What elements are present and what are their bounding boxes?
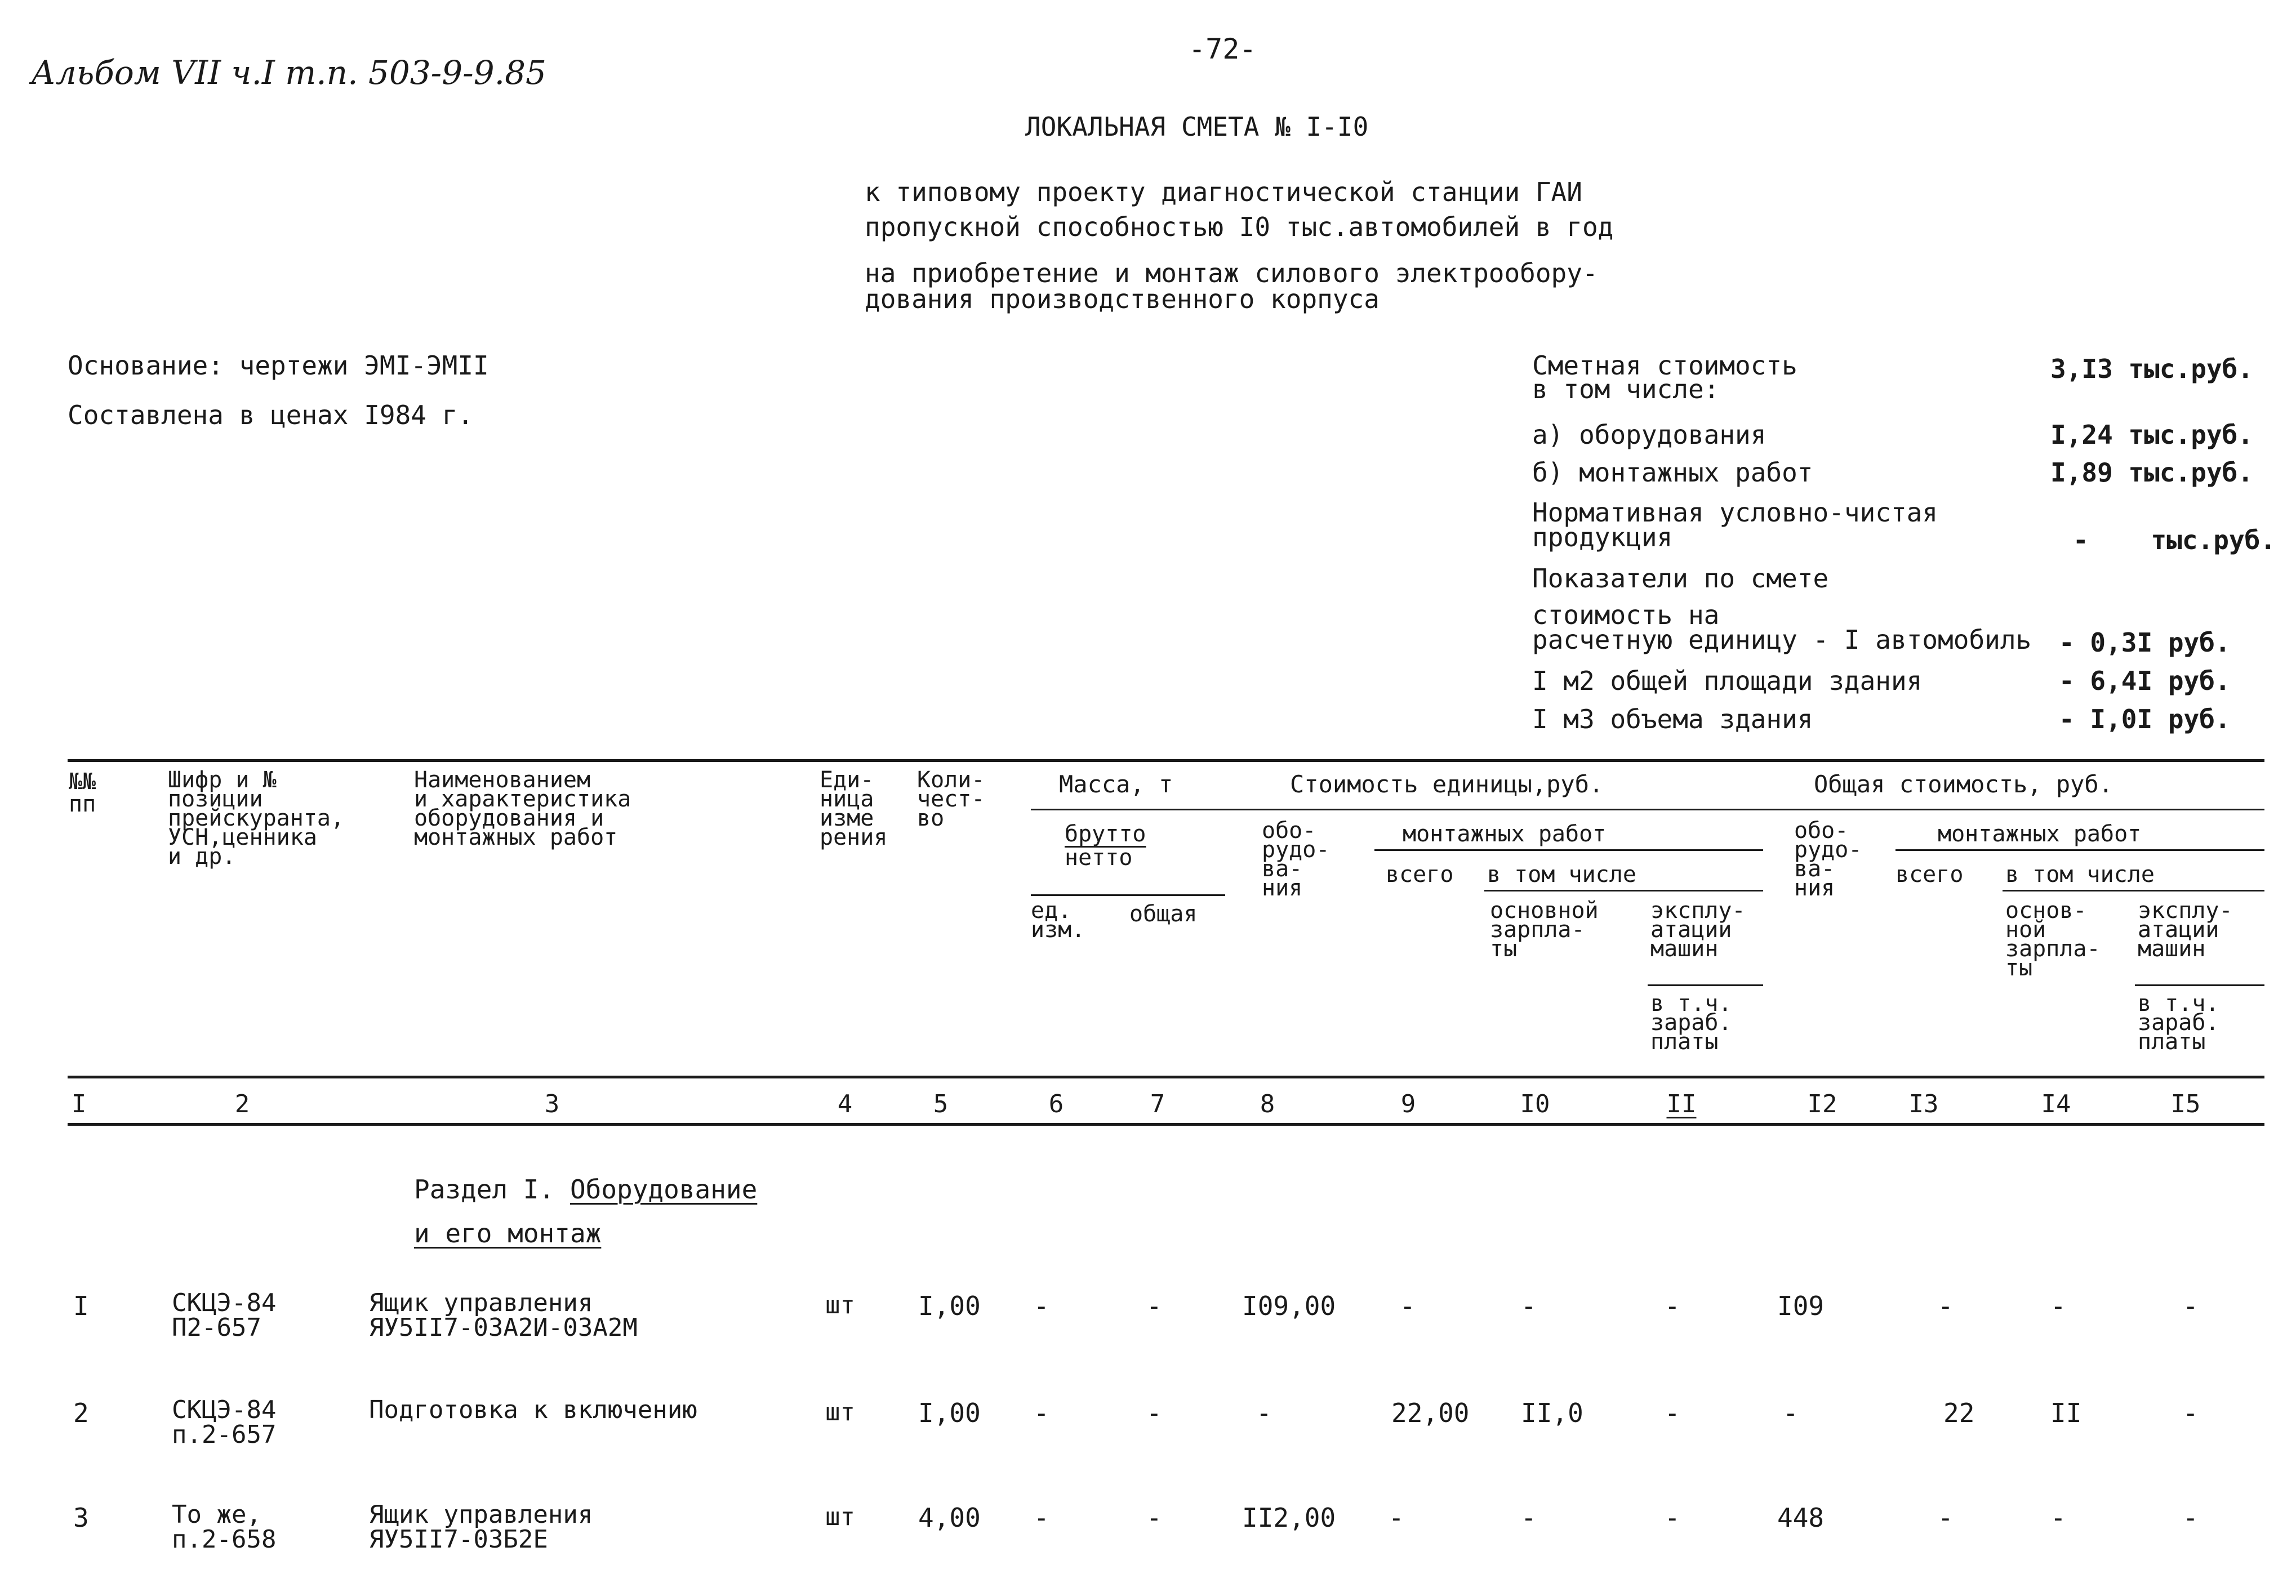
column-number: 8 [1260,1090,1275,1118]
summary-volume-label: I м3 объема здания [1532,704,1813,734]
header-rule-1 [1031,809,2264,810]
row-number: I [73,1291,89,1321]
basis-note: Основание: чертежи ЭМI-ЭМII [68,350,489,381]
column-number: 4 [837,1090,853,1118]
header-col-15-salary: в т.ч. зараб. платы [2138,991,2219,1055]
row-code: То же, п.2-658 [172,1500,277,1554]
row-col-14: - [2050,1291,2066,1321]
section-title-b: и его монтаж [414,1218,602,1249]
header-col-11-salary: в т.ч. зараб. платы [1650,991,1732,1055]
summary-normative-value: - тыс.руб. [2073,525,2276,555]
row-code: СКЦЭ-84 п.2-657 [172,1396,277,1449]
column-number: I [71,1090,87,1118]
row-qty: I,00 [918,1291,981,1321]
header-rule-7 [2135,984,2264,986]
row-qty: I,00 [918,1398,981,1428]
summary-volume-value: - I,0I руб. [2059,704,2231,734]
header-col-15: эксплу- атации машин [2138,898,2233,962]
summary-install-value: I,89 тыс.руб. [2050,457,2254,488]
row-col-8: I09,00 [1242,1291,1336,1321]
header-col-13: всего [1895,862,1964,888]
header-col-7: общая [1129,901,1198,927]
row-number: 3 [73,1503,89,1533]
row-col-13: - [1938,1503,1954,1533]
header-netto: нетто [1065,845,1133,871]
header-rule-2 [1374,849,1763,851]
row-col-14: II [2050,1398,2082,1428]
section-prefix: Раздел I. [414,1174,555,1205]
header-install-works: монтажных работ [1403,821,1607,847]
column-number: I2 [1807,1090,1837,1118]
column-number: I0 [1520,1090,1550,1118]
header-rule-3 [1895,849,2264,851]
row-unit: шт [825,1291,855,1319]
row-col-12: - [1783,1398,1799,1428]
summary-area-value: - 6,4I руб. [2059,666,2231,696]
row-name: Ящик управления ЯУ5II7-03А2И-03А2М [369,1289,638,1342]
summary-equip-value: I,24 тыс.руб. [2050,420,2254,450]
header-incl: в том числе [1487,862,1636,888]
row-col-14: - [2050,1503,2066,1533]
column-numbers-rule [68,1123,2264,1126]
row-col-10: II,0 [1521,1398,1583,1428]
row-col-13: 22 [1943,1398,1975,1428]
summary-cost-label: Сметная стоимость в том числе: [1532,350,1797,404]
header-unit-cost: Стоимость единицы,руб. [1290,770,1604,798]
header-col-9: всего [1386,862,1454,888]
section-heading [414,1174,757,1205]
header-col-4: Еди- ница изме рения [820,767,888,850]
row-col-7: - [1146,1503,1162,1533]
summary-equip-label: а) оборудования [1532,420,1767,450]
header-col-1: №№ пп [69,769,96,817]
row-col-12: 448 [1777,1503,1825,1533]
row-code: СКЦЭ-84 П2-657 [172,1289,277,1342]
column-number: II [1666,1090,1697,1118]
page-number: -72- [1189,33,1257,65]
summary-unit-cost-value: - 0,3I руб. [2059,627,2231,658]
row-col-8: - [1256,1398,1272,1428]
subtitle-purpose: на приобретение и монтаж силового электрообору- дования производственного корпуса [865,258,1598,314]
column-number: 9 [1400,1090,1416,1118]
row-col-9: - [1400,1291,1416,1321]
header-col-10: основной зарпла- ты [1490,898,1599,962]
row-unit: шт [825,1398,855,1426]
summary-indicators-label: Показатели по смете [1532,563,1829,594]
table-top-rule [68,759,2264,762]
column-number: 7 [1150,1090,1165,1118]
row-col-15: - [2183,1503,2199,1533]
summary-normative-label: Нормативная условно-чистая продукция [1532,497,1938,552]
header-brutto: брутто [1065,821,1146,847]
album-note: Альбом VII ч.I т.п. 503-9-9.85 [31,54,546,92]
row-col-11: - [1665,1398,1680,1428]
row-name: Подготовка к включению [369,1396,697,1424]
header-total-cost: Общая стоимость, руб. [1814,770,2113,798]
row-col-6: - [1034,1398,1049,1428]
row-col-12: I09 [1777,1291,1825,1321]
row-col-9: - [1389,1503,1404,1533]
row-number: 2 [73,1398,89,1428]
header-install-works-2: монтажных работ [1938,821,2142,847]
row-col-11: - [1665,1503,1680,1533]
row-unit: шт [825,1503,855,1531]
row-qty: 4,00 [918,1503,981,1533]
header-col-3: Наименованием и характеристика оборудования и монтажных работ [414,767,631,850]
row-col-7: - [1146,1291,1162,1321]
header-col-2: Шифр и № позиции прейскуранта, УСН,ценника и др. [168,767,345,870]
header-col-5: Коли- чест- во [917,767,985,831]
header-col-11: эксплу- атации машин [1650,898,1746,962]
column-number: 5 [933,1090,949,1118]
header-col-14: основ- ной зарпла- ты [2005,898,2101,981]
header-bottom-rule [68,1076,2264,1078]
summary-cost-value: 3,I3 тыс.руб. [2050,354,2254,384]
column-number: 6 [1048,1090,1064,1118]
header-col-6: ед. изм. [1031,898,1085,943]
row-col-10: - [1521,1503,1537,1533]
header-rule-mass [1031,894,1225,896]
row-col-10: - [1521,1291,1537,1321]
column-number: I3 [1908,1090,1939,1118]
header-incl-2: в том числе [2005,862,2155,888]
row-col-6: - [1034,1503,1049,1533]
column-number: 2 [234,1090,250,1118]
column-number: 3 [544,1090,560,1118]
summary-install-label: б) монтажных работ [1532,457,1813,488]
row-col-15: - [2183,1398,2199,1428]
row-col-7: - [1146,1398,1162,1428]
summary-area-label: I м2 общей площади здания [1532,666,1923,696]
row-col-11: - [1665,1291,1680,1321]
row-col-13: - [1938,1291,1954,1321]
summary-unit-cost-label: стоимость на расчетную единицу - I автомобиль [1532,600,2032,655]
header-col-8: обо- рудо- ва- ния [1262,818,1330,901]
column-number: I5 [2170,1090,2201,1118]
row-col-6: - [1034,1291,1049,1321]
prices-note: Составлена в ценах I984 г. [68,400,474,430]
header-rule-5 [2003,890,2264,891]
row-col-15: - [2183,1291,2199,1321]
header-rule-4 [1484,890,1763,891]
header-rule-6 [1648,984,1763,986]
header-mass: Масса, т [1059,770,1173,798]
page-title: ЛОКАЛЬНАЯ СМЕТА № I-I0 [1025,112,1369,142]
row-col-9: 22,00 [1391,1398,1470,1428]
row-name: Ящик управления ЯУ5II7-03Б2Е [369,1500,593,1554]
header-col-12: обо- рудо- ва- ния [1794,818,1862,901]
row-col-8: II2,00 [1242,1503,1336,1533]
subtitle-project: к типовому проекту диагностической станции ГАИ пропускной способностью I0 тыс.автомобилей в год [865,177,1614,242]
section-title-a: Оборудование [569,1174,758,1205]
column-number: I4 [2041,1090,2071,1118]
